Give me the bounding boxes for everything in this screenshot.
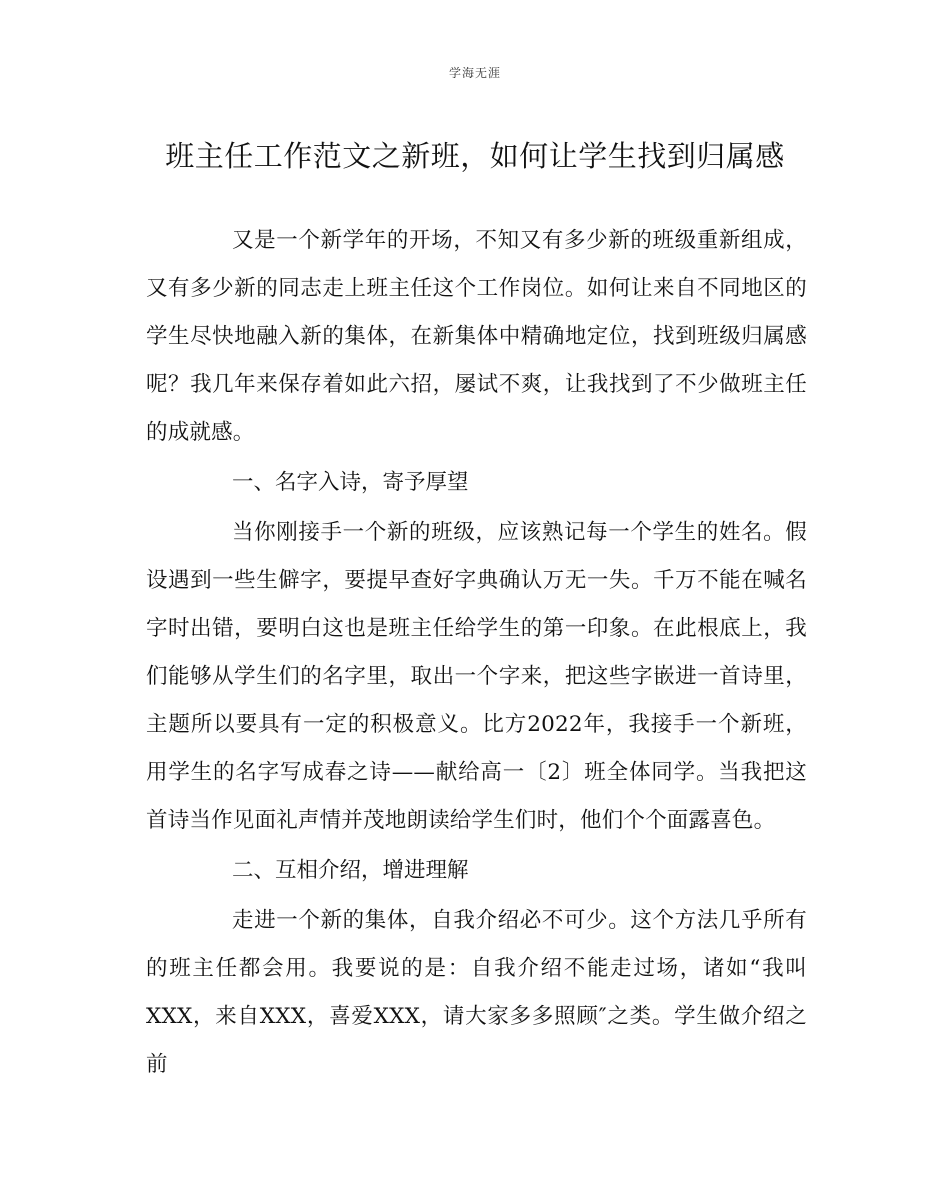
- document-body: [146, 217, 807, 1089]
- intro-paragraph: 又是一个新学年的开场，不知又有多少新的班级重新组成，又有多少新的同志走上班主任这个工作岗位。如何让来自不同地区的学生尽快地融入新的集体，在新集体中精确地定位，找到班级归属感呢？我几年来保存着如此六招，屡试不爽，让我找到了不少做班主任的成就感。: [146, 228, 807, 445]
- section-2-paragraph: 走进一个新的集体，自我介绍必不可少。这个方法几乎所有的班主任都会用。我要说的是：自我介绍不能走过场，诸如“我叫XXX，来自XXX，喜爱XXX，请大家多多照顾″之类。学生做介绍之前: [146, 908, 807, 1077]
- section-1-heading: 一、名字入诗，寄予厚望: [232, 470, 469, 495]
- section-2-heading: 二、互相介绍，增进理解: [232, 858, 469, 883]
- document-title: 班主任工作范文之新班，如何让学生找到归属感: [165, 139, 785, 173]
- page-header: 学海无涯: [448, 66, 501, 80]
- section-1-paragraph: 当你刚接手一个新的班级，应该熟记每一个学生的姓名。假设遇到一些生僻字，要提早查好字典确认万无一失。千万不能在喊名字时出错，要明白这也是班主任给学生的第一印象。在此根底上，我们能够从学生们的名字里，取出一个字来，把这些字嵌进一首诗里，主题所以要具有一定的积极意义。比方2022年，我接手一个新班，用学生的名字写成春之诗——献给高一〔2〕班全体同学。当我把这首诗当作见面礼声情并茂地朗读给学生们时，他们个个面露喜色。: [146, 520, 807, 833]
